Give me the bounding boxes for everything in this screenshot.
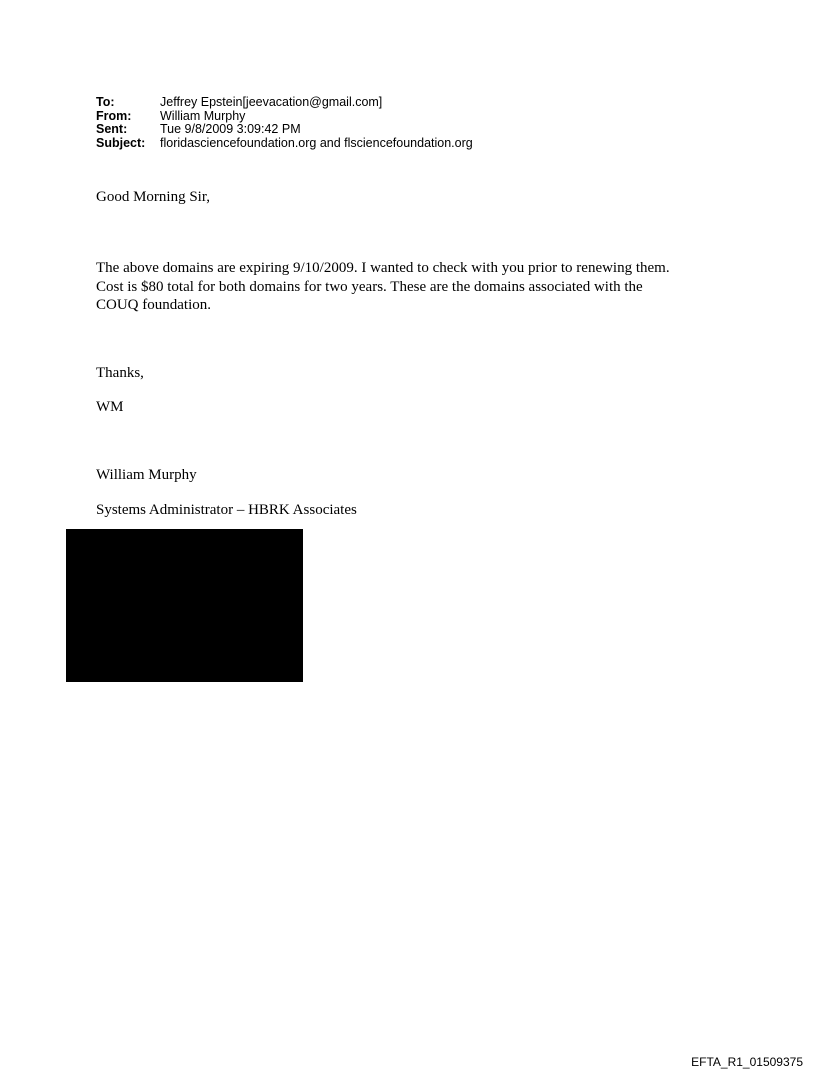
from-value: William Murphy	[160, 108, 246, 123]
header-row-from	[96, 110, 473, 124]
email-closing: Thanks,	[96, 365, 144, 381]
subject-label: Subject:	[96, 135, 146, 150]
body-line: Cost is $80 total for both domains for two years. These are the domains associated with the	[96, 278, 643, 295]
body-line: COUQ foundation.	[96, 297, 211, 313]
to-value: Jeffrey Epstein[jeevacation@gmail.com]	[160, 95, 383, 109]
email-body-paragraph	[96, 259, 736, 315]
from-label: From:	[96, 108, 132, 123]
email-header	[96, 96, 473, 150]
to-label: To:	[96, 95, 115, 109]
email-greeting: Good Morning Sir,	[96, 189, 210, 205]
body-line: The above domains are expiring 9/10/2009. I wanted to check with you prior to renewing them.	[96, 260, 670, 276]
header-row-sent	[96, 123, 473, 137]
redaction-block	[66, 529, 303, 682]
subject-value: floridasciencefoundation.org and flsciencefoundation.org	[160, 135, 473, 150]
sent-label: Sent:	[96, 122, 128, 136]
signature-name: William Murphy	[96, 467, 197, 483]
sent-value: Tue 9/8/2009 3:09:42 PM	[160, 122, 301, 136]
email-initials: WM	[96, 399, 124, 415]
signature-title: Systems Administrator – HBRK Associates	[96, 502, 357, 518]
header-row-to	[96, 96, 473, 110]
document-id: EFTA_R1_01509375	[691, 1055, 803, 1069]
header-row-subject	[96, 137, 473, 151]
